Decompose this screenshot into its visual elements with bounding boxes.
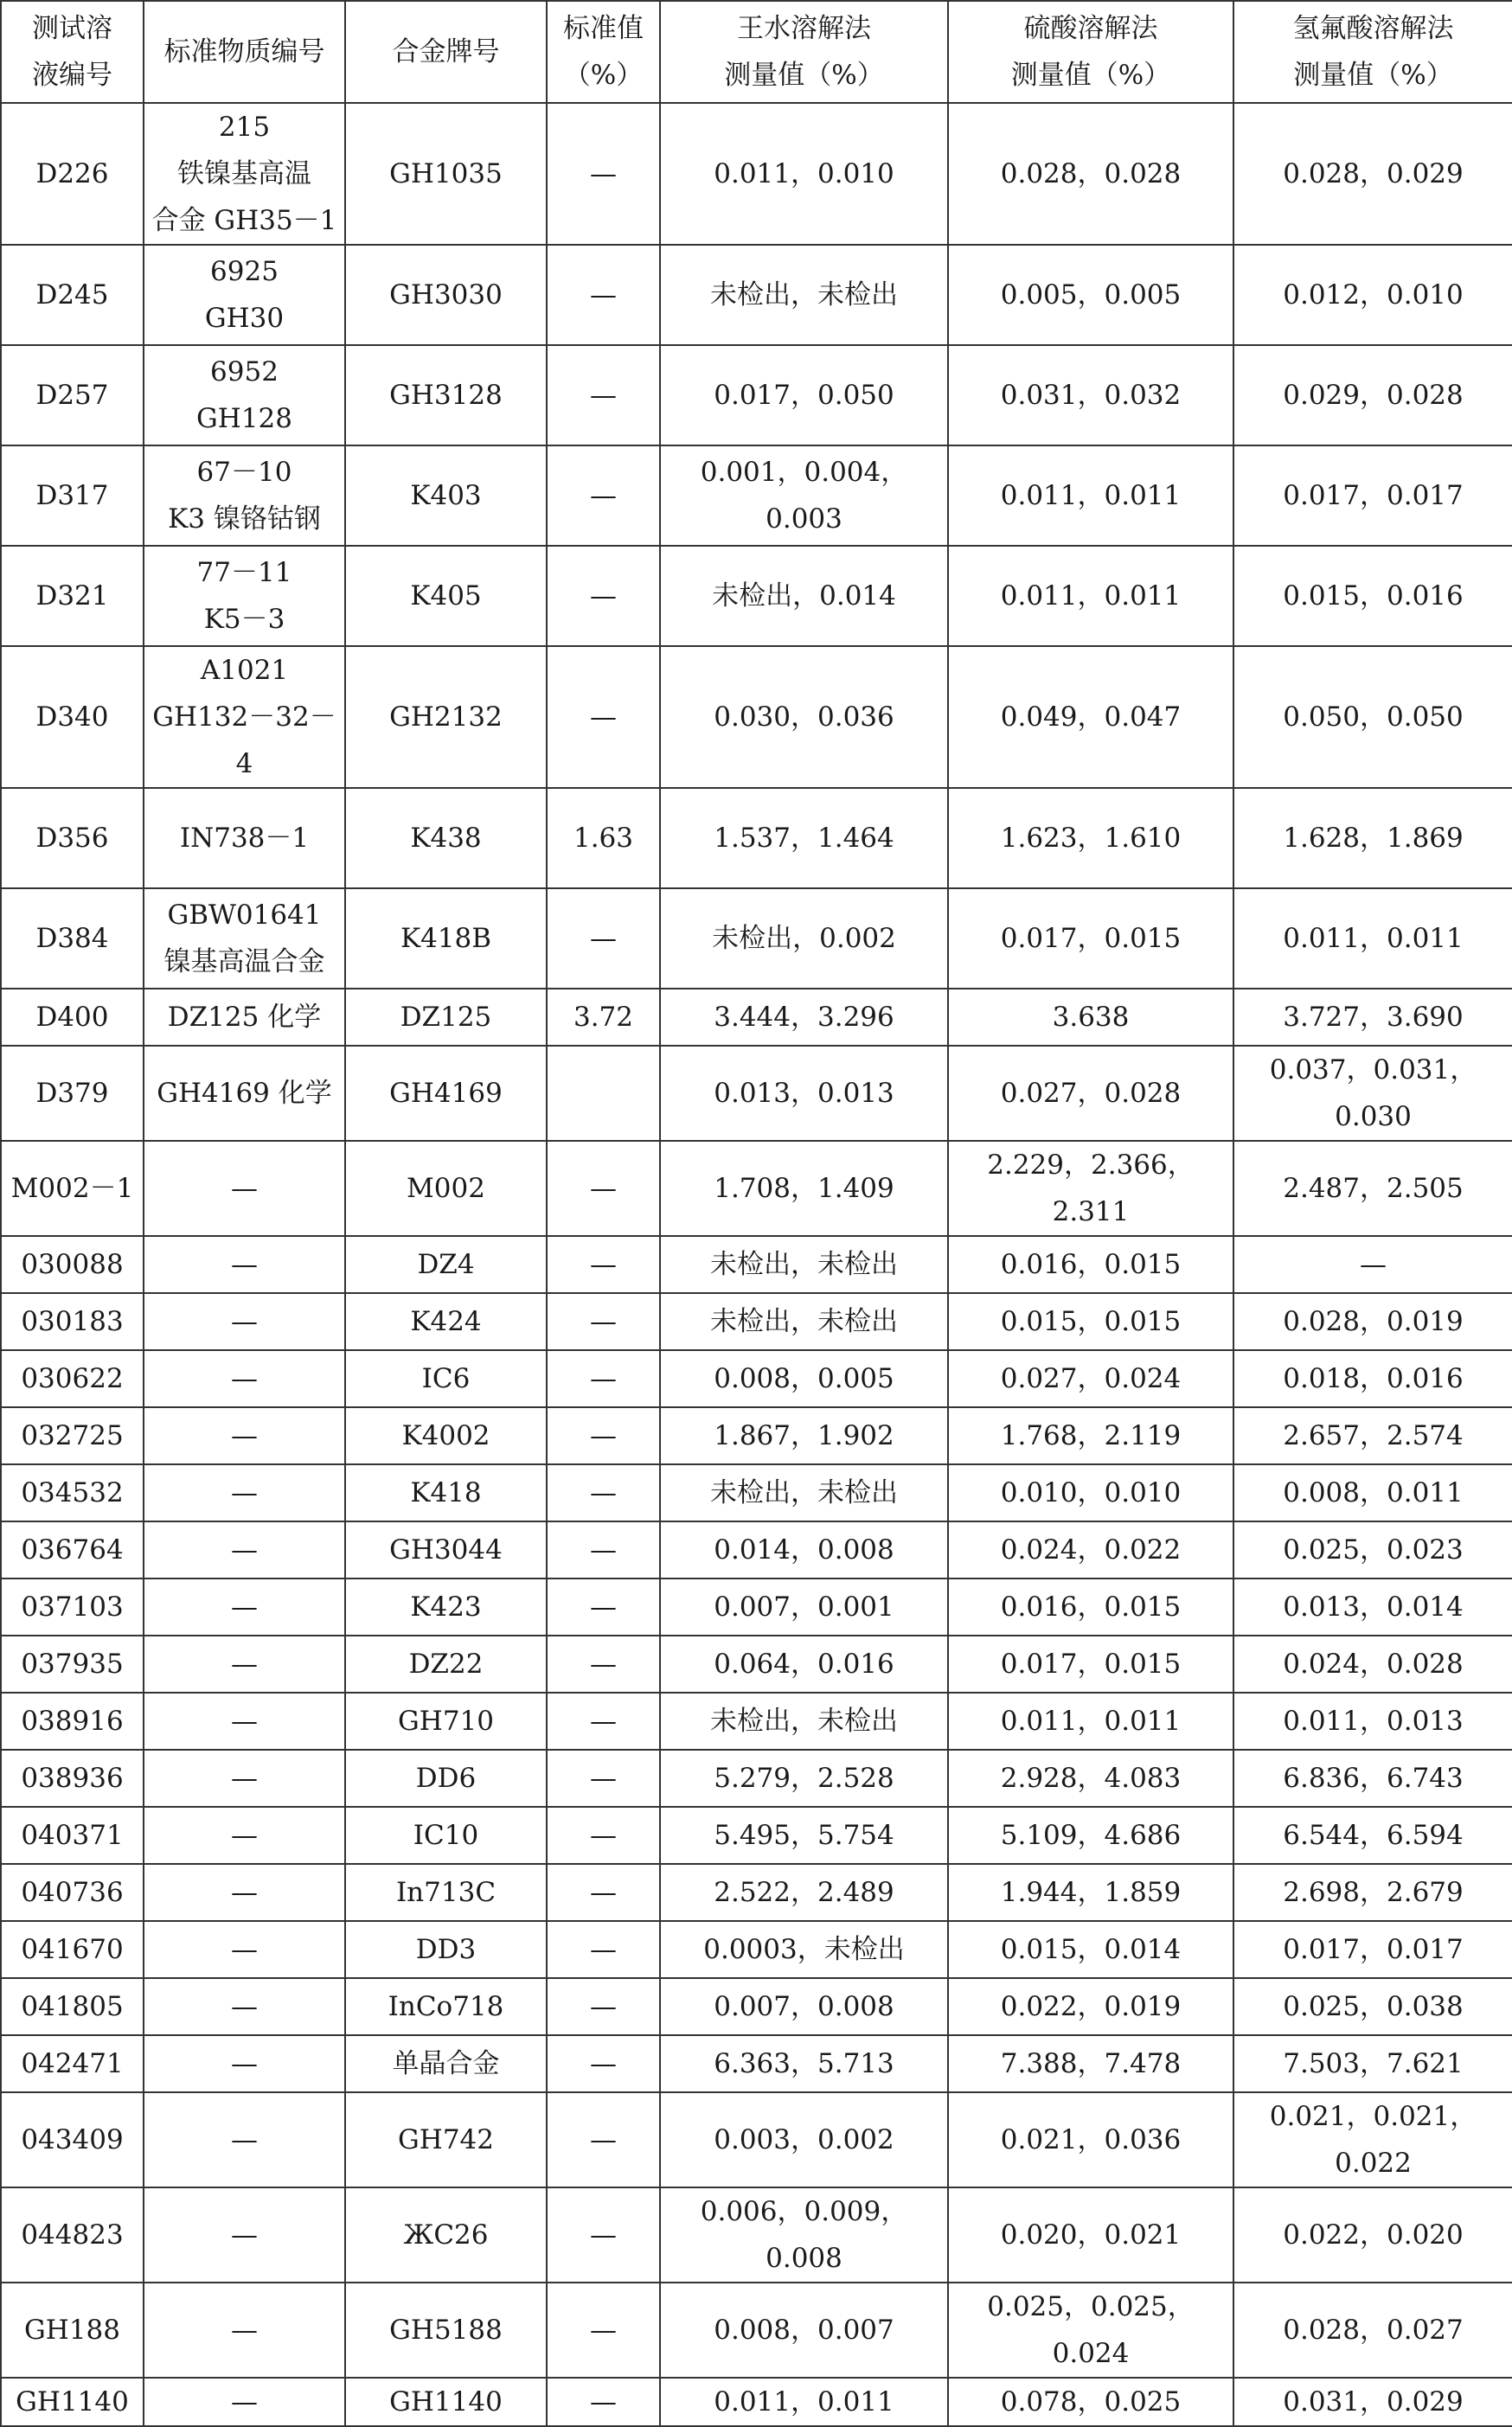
cell-solution-id: 030622: [1, 1350, 144, 1407]
cell-sulfuric-acid-value: 0.011，0.011: [948, 445, 1233, 546]
cell-alloy-grade: IC10: [345, 1807, 547, 1864]
cell-hydrofluoric-acid-value: 0.025，0.023: [1233, 1521, 1512, 1579]
cell-solution-id: D379: [1, 1046, 144, 1141]
table-row: [1, 1141, 1512, 1236]
table-row: [1, 1521, 1512, 1579]
cell-hydrofluoric-acid-value: 0.012，0.010: [1233, 245, 1512, 345]
cell-solution-id: 038916: [1, 1693, 144, 1750]
cell-standard-value: —: [547, 1464, 660, 1521]
cell-standard-value: —: [547, 1693, 660, 1750]
cell-sulfuric-acid-value: 0.078，0.025: [948, 2378, 1233, 2426]
cell-aqua-regia-value: 5.279，2.528: [660, 1750, 948, 1807]
cell-reference-material-id: —: [144, 2283, 345, 2378]
cell-solution-id: 037935: [1, 1636, 144, 1693]
cell-alloy-grade: DZ4: [345, 1236, 547, 1293]
cell-sulfuric-acid-value: 0.028，0.028: [948, 103, 1233, 245]
table-row: [1, 1293, 1512, 1350]
cell-alloy-grade: GH3030: [345, 245, 547, 345]
table-row: [1, 646, 1512, 788]
table-row: [1, 1350, 1512, 1407]
cell-standard-value: —: [547, 2283, 660, 2378]
cell-reference-material-id: 77－11 K5－3: [144, 546, 345, 646]
cell-hydrofluoric-acid-value: 0.017，0.017: [1233, 445, 1512, 546]
cell-sulfuric-acid-value: 0.027，0.028: [948, 1046, 1233, 1141]
cell-solution-id: 040736: [1, 1864, 144, 1921]
header-cell-solution-id: 测试溶 液编号: [1, 1, 144, 103]
table-row: [1, 245, 1512, 345]
table-row: [1, 788, 1512, 888]
cell-aqua-regia-value: 1.537，1.464: [660, 788, 948, 888]
cell-aqua-regia-value: 0.013，0.013: [660, 1046, 948, 1141]
cell-sulfuric-acid-value: 0.049，0.047: [948, 646, 1233, 788]
cell-hydrofluoric-acid-value: 2.698，2.679: [1233, 1864, 1512, 1921]
cell-standard-value: —: [547, 345, 660, 445]
table-row: [1, 1636, 1512, 1693]
cell-sulfuric-acid-value: 0.010，0.010: [948, 1464, 1233, 1521]
cell-reference-material-id: DZ125 化学: [144, 989, 345, 1046]
cell-reference-material-id: —: [144, 1141, 345, 1236]
cell-standard-value: —: [547, 1636, 660, 1693]
cell-sulfuric-acid-value: 0.024，0.022: [948, 1521, 1233, 1579]
cell-hydrofluoric-acid-value: 0.024，0.028: [1233, 1636, 1512, 1693]
cell-hydrofluoric-acid-value: 0.028，0.027: [1233, 2283, 1512, 2378]
table-row: [1, 2378, 1512, 2426]
cell-reference-material-id: —: [144, 1750, 345, 1807]
cell-sulfuric-acid-value: 0.017，0.015: [948, 1636, 1233, 1693]
cell-alloy-grade: K405: [345, 546, 547, 646]
table-row: [1, 1750, 1512, 1807]
cell-solution-id: D321: [1, 546, 144, 646]
cell-alloy-grade: GH1035: [345, 103, 547, 245]
cell-alloy-grade: GH4169: [345, 1046, 547, 1141]
cell-aqua-regia-value: 0.0003，未检出: [660, 1921, 948, 1978]
table-row: [1, 1579, 1512, 1636]
cell-aqua-regia-value: 0.008，0.007: [660, 2283, 948, 2378]
cell-hydrofluoric-acid-value: 7.503，7.621: [1233, 2035, 1512, 2092]
cell-hydrofluoric-acid-value: 0.013，0.014: [1233, 1579, 1512, 1636]
cell-aqua-regia-value: 未检出，未检出: [660, 1464, 948, 1521]
table-row: [1, 1864, 1512, 1921]
cell-solution-id: 041670: [1, 1921, 144, 1978]
cell-sulfuric-acid-value: 1.944，1.859: [948, 1864, 1233, 1921]
cell-aqua-regia-value: 0.011，0.010: [660, 103, 948, 245]
cell-solution-id: 036764: [1, 1521, 144, 1579]
cell-standard-value: —: [547, 1236, 660, 1293]
table-row: [1, 1046, 1512, 1141]
cell-hydrofluoric-acid-value: 2.487，2.505: [1233, 1141, 1512, 1236]
cell-sulfuric-acid-value: 0.016，0.015: [948, 1236, 1233, 1293]
cell-standard-value: [547, 1046, 660, 1141]
cell-solution-id: 040371: [1, 1807, 144, 1864]
cell-solution-id: 032725: [1, 1407, 144, 1464]
cell-sulfuric-acid-value: 1.623，1.610: [948, 788, 1233, 888]
cell-solution-id: 043409: [1, 2092, 144, 2187]
table-row: [1, 2035, 1512, 2092]
cell-reference-material-id: —: [144, 1807, 345, 1864]
cell-alloy-grade: ЖС26: [345, 2187, 547, 2283]
header-cell-hydrofluoric-acid-method: 氢氟酸溶解法 测量值（%）: [1233, 1, 1512, 103]
cell-hydrofluoric-acid-value: 0.017，0.017: [1233, 1921, 1512, 1978]
cell-alloy-grade: DD3: [345, 1921, 547, 1978]
cell-hydrofluoric-acid-value: 0.011，0.013: [1233, 1693, 1512, 1750]
cell-reference-material-id: 215 铁镍基高温 合金 GH35－1: [144, 103, 345, 245]
cell-aqua-regia-value: 0.030，0.036: [660, 646, 948, 788]
cell-aqua-regia-value: 3.444，3.296: [660, 989, 948, 1046]
cell-standard-value: 3.72: [547, 989, 660, 1046]
cell-standard-value: —: [547, 888, 660, 989]
cell-solution-id: D317: [1, 445, 144, 546]
cell-solution-id: 044823: [1, 2187, 144, 2283]
table-row: [1, 345, 1512, 445]
cell-standard-value: —: [547, 546, 660, 646]
table-row: [1, 1978, 1512, 2035]
cell-standard-value: —: [547, 445, 660, 546]
cell-solution-id: 034532: [1, 1464, 144, 1521]
cell-alloy-grade: 单晶合金: [345, 2035, 547, 2092]
cell-aqua-regia-value: 0.006，0.009，0.008: [660, 2187, 948, 2283]
cell-hydrofluoric-acid-value: 0.028，0.029: [1233, 103, 1512, 245]
cell-aqua-regia-value: 2.522，2.489: [660, 1864, 948, 1921]
cell-hydrofluoric-acid-value: 0.031，0.029: [1233, 2378, 1512, 2426]
cell-standard-value: 1.63: [547, 788, 660, 888]
cell-sulfuric-acid-value: 2.229，2.366，2.311: [948, 1141, 1233, 1236]
cell-alloy-grade: InCo718: [345, 1978, 547, 2035]
cell-reference-material-id: —: [144, 2378, 345, 2426]
table-row: [1, 1407, 1512, 1464]
cell-hydrofluoric-acid-value: 0.050，0.050: [1233, 646, 1512, 788]
cell-alloy-grade: DZ22: [345, 1636, 547, 1693]
cell-alloy-grade: GH1140: [345, 2378, 547, 2426]
cell-hydrofluoric-acid-value: 2.657，2.574: [1233, 1407, 1512, 1464]
cell-sulfuric-acid-value: 0.015，0.015: [948, 1293, 1233, 1350]
table-row: [1, 546, 1512, 646]
table-row: [1, 1236, 1512, 1293]
cell-solution-id: 041805: [1, 1978, 144, 2035]
cell-solution-id: GH188: [1, 2283, 144, 2378]
cell-aqua-regia-value: 未检出，未检出: [660, 245, 948, 345]
cell-solution-id: 030088: [1, 1236, 144, 1293]
cell-solution-id: D257: [1, 345, 144, 445]
cell-reference-material-id: —: [144, 1407, 345, 1464]
cell-reference-material-id: —: [144, 1236, 345, 1293]
table-row: [1, 2283, 1512, 2378]
cell-hydrofluoric-acid-value: 1.628，1.869: [1233, 788, 1512, 888]
cell-aqua-regia-value: 1.708，1.409: [660, 1141, 948, 1236]
cell-standard-value: —: [547, 2378, 660, 2426]
cell-reference-material-id: —: [144, 1921, 345, 1978]
cell-standard-value: —: [547, 1350, 660, 1407]
cell-sulfuric-acid-value: 0.031，0.032: [948, 345, 1233, 445]
cell-sulfuric-acid-value: 7.388，7.478: [948, 2035, 1233, 2092]
cell-standard-value: —: [547, 1407, 660, 1464]
cell-solution-id: D340: [1, 646, 144, 788]
cell-standard-value: —: [547, 2035, 660, 2092]
cell-reference-material-id: —: [144, 1579, 345, 1636]
cell-alloy-grade: DZ125: [345, 989, 547, 1046]
cell-reference-material-id: —: [144, 2035, 345, 2092]
cell-alloy-grade: K418: [345, 1464, 547, 1521]
cell-solution-id: 030183: [1, 1293, 144, 1350]
cell-aqua-regia-value: 未检出，0.014: [660, 546, 948, 646]
cell-alloy-grade: IC6: [345, 1350, 547, 1407]
cell-reference-material-id: —: [144, 2092, 345, 2187]
cell-alloy-grade: GH710: [345, 1693, 547, 1750]
cell-alloy-grade: K403: [345, 445, 547, 546]
cell-hydrofluoric-acid-value: 0.037，0.031，0.030: [1233, 1046, 1512, 1141]
cell-hydrofluoric-acid-value: 0.029，0.028: [1233, 345, 1512, 445]
cell-reference-material-id: —: [144, 1293, 345, 1350]
cell-alloy-grade: K4002: [345, 1407, 547, 1464]
cell-reference-material-id: —: [144, 1978, 345, 2035]
cell-standard-value: —: [547, 103, 660, 245]
cell-sulfuric-acid-value: 0.017，0.015: [948, 888, 1233, 989]
cell-solution-id: 037103: [1, 1579, 144, 1636]
cell-sulfuric-acid-value: 0.016，0.015: [948, 1579, 1233, 1636]
cell-sulfuric-acid-value: 0.015，0.014: [948, 1921, 1233, 1978]
cell-standard-value: —: [547, 1521, 660, 1579]
cell-standard-value: —: [547, 646, 660, 788]
cell-hydrofluoric-acid-value: 0.022，0.020: [1233, 2187, 1512, 2283]
cell-solution-id: GH1140: [1, 2378, 144, 2426]
cell-hydrofluoric-acid-value: 0.025，0.038: [1233, 1978, 1512, 2035]
table-row: [1, 2092, 1512, 2187]
cell-alloy-grade: K418B: [345, 888, 547, 989]
cell-aqua-regia-value: 0.001，0.004，0.003: [660, 445, 948, 546]
cell-alloy-grade: DD6: [345, 1750, 547, 1807]
cell-sulfuric-acid-value: 0.011，0.011: [948, 1693, 1233, 1750]
cell-hydrofluoric-acid-value: —: [1233, 1236, 1512, 1293]
cell-sulfuric-acid-value: 0.011，0.011: [948, 546, 1233, 646]
cell-aqua-regia-value: 1.867，1.902: [660, 1407, 948, 1464]
cell-standard-value: —: [547, 1807, 660, 1864]
cell-alloy-grade: GH3044: [345, 1521, 547, 1579]
cell-standard-value: —: [547, 2092, 660, 2187]
cell-hydrofluoric-acid-value: 6.836，6.743: [1233, 1750, 1512, 1807]
table-header: [1, 1, 1512, 103]
cell-reference-material-id: GBW01641 镍基高温合金: [144, 888, 345, 989]
cell-aqua-regia-value: 0.008，0.005: [660, 1350, 948, 1407]
cell-reference-material-id: —: [144, 1464, 345, 1521]
cell-reference-material-id: 6952 GH128: [144, 345, 345, 445]
cell-aqua-regia-value: 5.495，5.754: [660, 1807, 948, 1864]
table-row: [1, 989, 1512, 1046]
cell-sulfuric-acid-value: 5.109，4.686: [948, 1807, 1233, 1864]
cell-hydrofluoric-acid-value: 0.028，0.019: [1233, 1293, 1512, 1350]
cell-sulfuric-acid-value: 0.022，0.019: [948, 1978, 1233, 2035]
cell-reference-material-id: —: [144, 2187, 345, 2283]
cell-solution-id: D384: [1, 888, 144, 989]
table-row: [1, 2187, 1512, 2283]
table-row: [1, 1807, 1512, 1864]
header-cell-standard-value: 标准值 （%）: [547, 1, 660, 103]
cell-hydrofluoric-acid-value: 6.544，6.594: [1233, 1807, 1512, 1864]
cell-standard-value: —: [547, 1921, 660, 1978]
cell-aqua-regia-value: 0.007，0.008: [660, 1978, 948, 2035]
cell-alloy-grade: K424: [345, 1293, 547, 1350]
cell-reference-material-id: —: [144, 1350, 345, 1407]
cell-reference-material-id: —: [144, 1636, 345, 1693]
cell-alloy-grade: GH5188: [345, 2283, 547, 2378]
cell-aqua-regia-value: 0.064，0.016: [660, 1636, 948, 1693]
cell-sulfuric-acid-value: 0.021，0.036: [948, 2092, 1233, 2187]
cell-aqua-regia-value: 0.007，0.001: [660, 1579, 948, 1636]
cell-standard-value: —: [547, 245, 660, 345]
table-row: [1, 1693, 1512, 1750]
cell-reference-material-id: —: [144, 1521, 345, 1579]
cell-alloy-grade: GH2132: [345, 646, 547, 788]
cell-solution-id: 038936: [1, 1750, 144, 1807]
header-row: [1, 1, 1512, 103]
cell-sulfuric-acid-value: 0.027，0.024: [948, 1350, 1233, 1407]
cell-aqua-regia-value: 0.017，0.050: [660, 345, 948, 445]
cell-aqua-regia-value: 未检出，未检出: [660, 1293, 948, 1350]
cell-hydrofluoric-acid-value: 0.011，0.011: [1233, 888, 1512, 989]
header-cell-reference-material-id: 标准物质编号: [144, 1, 345, 103]
header-cell-sulfuric-acid-method: 硫酸溶解法 测量值（%）: [948, 1, 1233, 103]
cell-aqua-regia-value: 0.011，0.011: [660, 2378, 948, 2426]
cell-sulfuric-acid-value: 0.005，0.005: [948, 245, 1233, 345]
table-row: [1, 103, 1512, 245]
cell-sulfuric-acid-value: 3.638: [948, 989, 1233, 1046]
cell-reference-material-id: 6925 GH30: [144, 245, 345, 345]
cell-reference-material-id: IN738－1: [144, 788, 345, 888]
cell-sulfuric-acid-value: 1.768，2.119: [948, 1407, 1233, 1464]
cell-standard-value: —: [547, 1579, 660, 1636]
cell-aqua-regia-value: 未检出，未检出: [660, 1693, 948, 1750]
cell-reference-material-id: —: [144, 1864, 345, 1921]
cell-aqua-regia-value: 6.363，5.713: [660, 2035, 948, 2092]
cell-alloy-grade: GH3128: [345, 345, 547, 445]
cell-standard-value: —: [547, 2187, 660, 2283]
cell-solution-id: D226: [1, 103, 144, 245]
cell-reference-material-id: 67－10 K3 镍铬钴钢: [144, 445, 345, 546]
cell-aqua-regia-value: 未检出，0.002: [660, 888, 948, 989]
cell-standard-value: —: [547, 1293, 660, 1350]
cell-alloy-grade: K423: [345, 1579, 547, 1636]
cell-hydrofluoric-acid-value: 0.018，0.016: [1233, 1350, 1512, 1407]
cell-alloy-grade: GH742: [345, 2092, 547, 2187]
cell-hydrofluoric-acid-value: 0.015，0.016: [1233, 546, 1512, 646]
cell-sulfuric-acid-value: 0.025，0.025，0.024: [948, 2283, 1233, 2378]
table-row: [1, 445, 1512, 546]
table-row: [1, 888, 1512, 989]
header-cell-alloy-grade: 合金牌号: [345, 1, 547, 103]
cell-aqua-regia-value: 0.014，0.008: [660, 1521, 948, 1579]
cell-standard-value: —: [547, 1864, 660, 1921]
cell-sulfuric-acid-value: 0.020，0.021: [948, 2187, 1233, 2283]
cell-reference-material-id: A1021 GH132－32－4: [144, 646, 345, 788]
cell-alloy-grade: K438: [345, 788, 547, 888]
cell-solution-id: M002－1: [1, 1141, 144, 1236]
cell-alloy-grade: M002: [345, 1141, 547, 1236]
cell-solution-id: D356: [1, 788, 144, 888]
cell-sulfuric-acid-value: 2.928，4.083: [948, 1750, 1233, 1807]
cell-aqua-regia-value: 未检出，未检出: [660, 1236, 948, 1293]
cell-reference-material-id: GH4169 化学: [144, 1046, 345, 1141]
cell-hydrofluoric-acid-value: 0.021，0.021，0.022: [1233, 2092, 1512, 2187]
cell-alloy-grade: In713C: [345, 1864, 547, 1921]
table-row: [1, 1464, 1512, 1521]
cell-standard-value: —: [547, 1141, 660, 1236]
table-body: [1, 103, 1512, 2426]
cell-standard-value: —: [547, 1978, 660, 2035]
cell-hydrofluoric-acid-value: 0.008，0.011: [1233, 1464, 1512, 1521]
cell-solution-id: D245: [1, 245, 144, 345]
cell-hydrofluoric-acid-value: 3.727，3.690: [1233, 989, 1512, 1046]
table-row: [1, 1921, 1512, 1978]
cell-reference-material-id: —: [144, 1693, 345, 1750]
cell-solution-id: 042471: [1, 2035, 144, 2092]
header-cell-aqua-regia-method: 王水溶解法 测量值（%）: [660, 1, 948, 103]
cell-standard-value: —: [547, 1750, 660, 1807]
cell-solution-id: D400: [1, 989, 144, 1046]
cell-aqua-regia-value: 0.003，0.002: [660, 2092, 948, 2187]
